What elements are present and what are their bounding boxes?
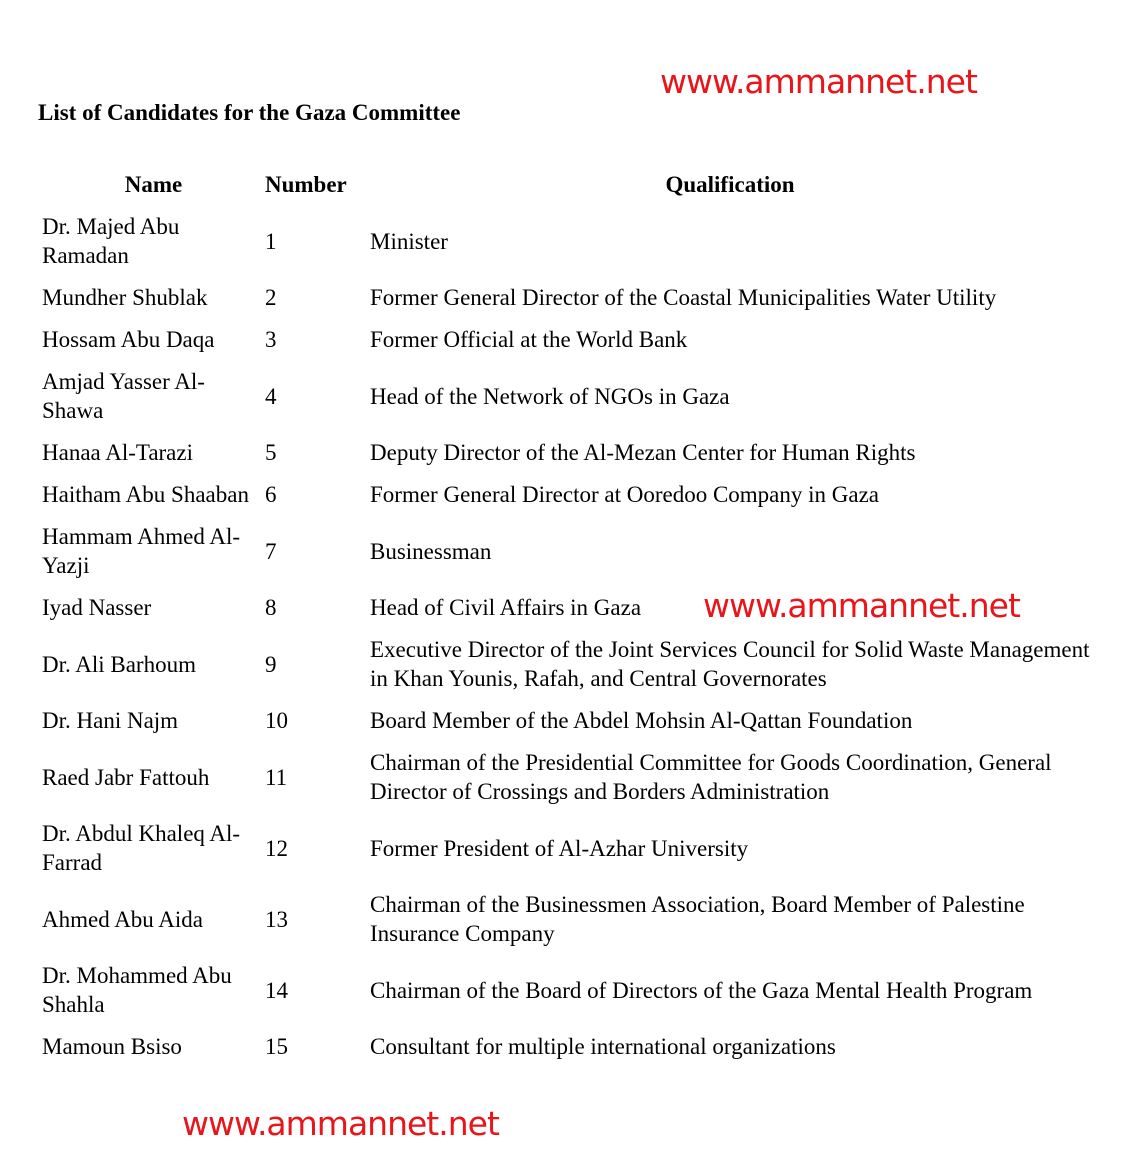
candidate-name: Mamoun Bsiso <box>42 1034 182 1059</box>
candidate-name: Raed Jabr Fattouh <box>42 764 210 790</box>
candidate-number: 15 <box>265 1034 288 1059</box>
candidate-number: 14 <box>265 977 288 1003</box>
candidate-number: 12 <box>265 835 288 861</box>
candidate-qualification: Consultant for multiple international organizations <box>370 1034 836 1059</box>
candidate-name: Dr. Abdul Khaleq Al-Farrad <box>42 821 241 875</box>
table-row <box>42 890 1090 948</box>
candidate-qualification: Chairman of the Presidential Committee for Goods Coordination, General Director of Crossings and Borders Administration <box>370 750 1052 804</box>
candidate-qualification: Former General Director of the Coastal Municipalities Water Utility <box>370 285 997 310</box>
table-row <box>42 283 1090 312</box>
candidate-qualification: Executive Director of the Joint Services Council for Solid Waste Management in Khan Younis, Rafah, and Central Governorates <box>370 637 1090 691</box>
candidate-number: 9 <box>265 651 277 677</box>
table-row <box>42 635 1090 693</box>
candidate-qualification: Chairman of the Businessmen Association, Board Member of Palestine Insurance Company <box>370 892 1025 946</box>
candidate-name: Amjad Yasser Al-Shawa <box>42 369 205 423</box>
page-title: List of Candidates for the Gaza Committee <box>38 100 461 125</box>
table-row <box>42 522 1090 580</box>
candidate-number: 11 <box>265 764 288 790</box>
watermark-middle: www.ammannet.net <box>703 586 1020 625</box>
watermark-bottom: www.ammannet.net <box>182 1104 499 1143</box>
table-row <box>42 438 1090 467</box>
candidate-name: Dr. Mohammed Abu Shahla <box>42 963 232 1017</box>
table-row <box>42 480 1090 509</box>
candidate-name: Dr. Ali Barhoum <box>42 651 196 677</box>
column-header-qualification: Qualification <box>665 172 795 197</box>
table-row <box>42 819 1090 877</box>
candidate-name: Hammam Ahmed Al-Yazji <box>42 524 241 578</box>
candidate-number: 3 <box>265 327 277 352</box>
table-row <box>42 961 1090 1019</box>
candidate-qualification: Former Official at the World Bank <box>370 327 688 352</box>
candidate-number: 6 <box>265 482 277 507</box>
candidate-number: 5 <box>265 440 277 465</box>
table-row <box>42 212 1090 270</box>
candidate-name: Hossam Abu Daqa <box>42 327 215 352</box>
candidate-number: 13 <box>265 906 288 932</box>
candidate-qualification: Head of Civil Affairs in Gaza <box>370 595 642 620</box>
table-row <box>42 367 1090 425</box>
candidate-name: Dr. Hani Najm <box>42 708 179 733</box>
column-header-name: Name <box>124 172 183 197</box>
candidate-qualification: Businessman <box>370 538 492 564</box>
table-row <box>42 748 1090 806</box>
column-header-number: Number <box>265 172 347 197</box>
candidate-qualification: Minister <box>370 228 448 254</box>
table-row <box>42 706 1090 735</box>
candidate-number: 8 <box>265 595 277 620</box>
candidate-name: Dr. Majed Abu Ramadan <box>42 214 180 268</box>
candidate-number: 10 <box>265 708 288 733</box>
candidate-name: Iyad Nasser <box>42 595 152 620</box>
table-body <box>42 212 1090 1061</box>
candidate-name: Hanaa Al-Tarazi <box>42 440 193 465</box>
candidate-qualification: Former General Director at Ooredoo Company in Gaza <box>370 482 880 507</box>
candidate-qualification: Board Member of the Abdel Mohsin Al-Qattan Foundation <box>370 708 913 733</box>
candidate-number: 7 <box>265 538 277 564</box>
candidate-qualification: Chairman of the Board of Directors of the Gaza Mental Health Program <box>370 977 1033 1003</box>
candidate-name: Mundher Shublak <box>42 285 208 310</box>
candidate-number: 1 <box>265 228 277 254</box>
candidate-name: Ahmed Abu Aida <box>42 906 203 932</box>
candidate-number: 4 <box>265 383 277 409</box>
candidate-qualification: Head of the Network of NGOs in Gaza <box>370 383 730 409</box>
candidate-qualification: Deputy Director of the Al-Mezan Center for Human Rights <box>370 440 916 465</box>
table-row <box>42 1032 1090 1061</box>
candidate-qualification: Former President of Al-Azhar University <box>370 835 749 861</box>
watermark-top: www.ammannet.net <box>660 62 977 101</box>
table-header-row <box>42 170 1090 199</box>
table-row <box>42 325 1090 354</box>
candidate-name: Haitham Abu Shaaban <box>42 482 249 507</box>
candidate-number: 2 <box>265 285 277 310</box>
